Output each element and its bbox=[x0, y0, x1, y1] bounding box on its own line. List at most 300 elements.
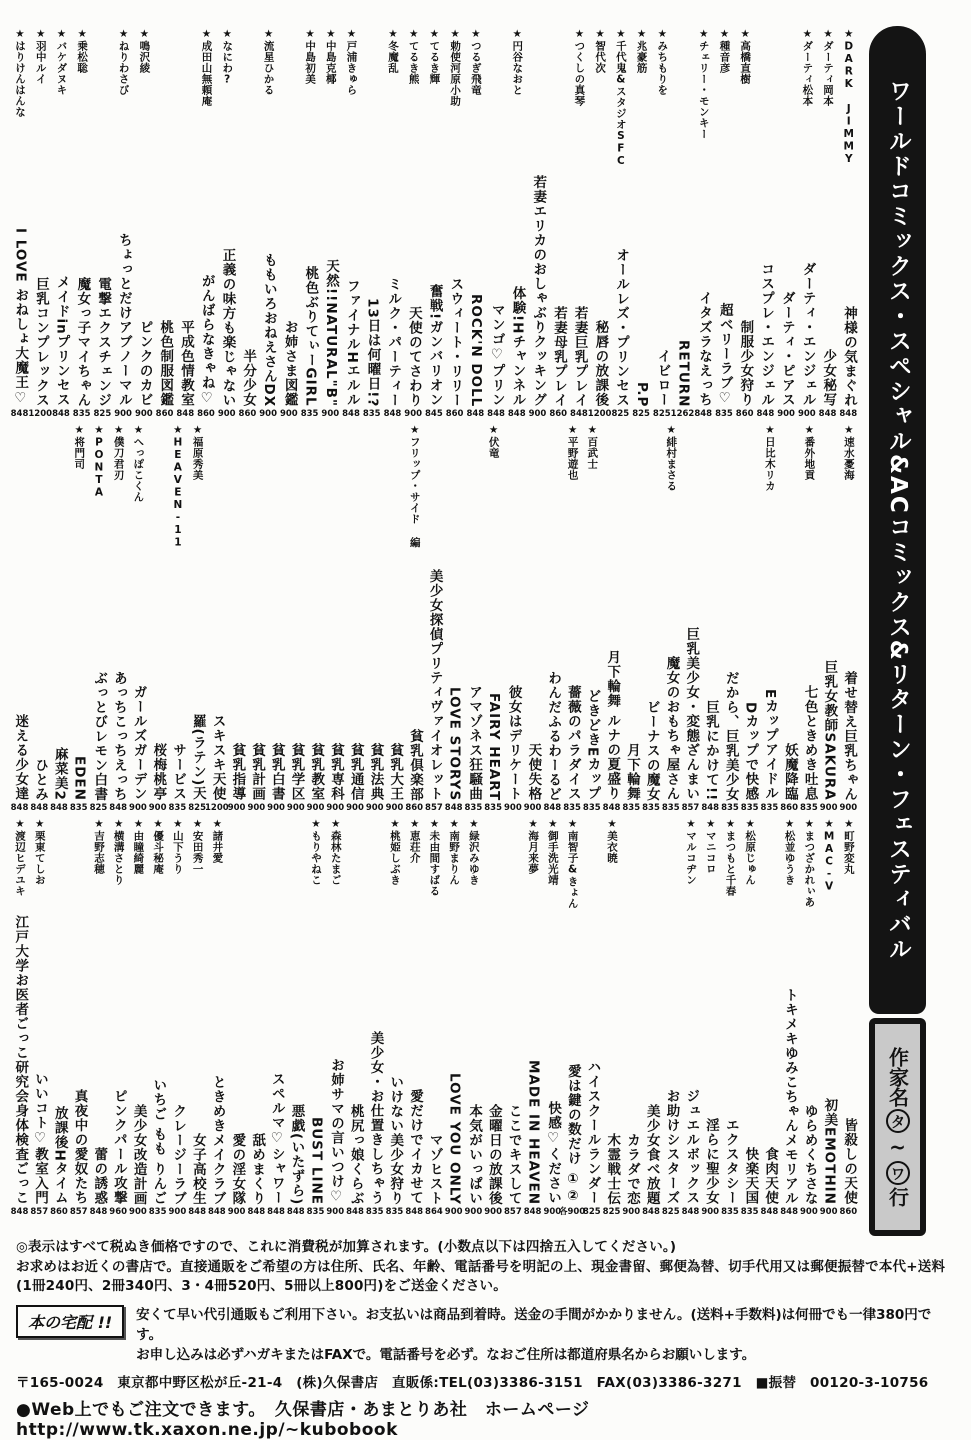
book-title: 薔薇のパラダイス bbox=[564, 685, 581, 801]
price-label: 848 bbox=[10, 409, 29, 419]
price-note-line: ◎表示はすべて税ぬき価格ですので、これに消費税が加算されます。(小数点以下は四捨五入してください。) bbox=[16, 1239, 677, 1255]
author-name: ★緑沢みゆき bbox=[467, 818, 480, 886]
price-label: 900 bbox=[365, 803, 384, 813]
book-title: 貧乳大王 bbox=[387, 743, 404, 801]
price-label: 825 bbox=[661, 1207, 680, 1217]
price-label: 848 bbox=[10, 1207, 29, 1217]
price-label: 900 bbox=[286, 803, 305, 813]
book-title: 木霊戦士伝 bbox=[604, 1132, 621, 1205]
catalog-column bbox=[247, 818, 266, 1218]
catalog-column bbox=[10, 28, 29, 420]
book-title: ももいろおねえさんDX bbox=[260, 252, 277, 407]
price-label: 900 bbox=[819, 1207, 838, 1217]
book-title: 桃色ぶりてぃーGIRL bbox=[302, 266, 319, 407]
book-title: 美少女探偵プリティヴァイオレット bbox=[426, 569, 443, 801]
catalog-column bbox=[365, 818, 384, 1218]
price-label: 900 bbox=[800, 1207, 818, 1217]
catalog-column bbox=[582, 424, 601, 814]
postage-note-line: (1冊240円、2冊340円、3・4冊520円、5冊以上800円)をご送金ください。 bbox=[16, 1278, 507, 1295]
price-label: 825 bbox=[652, 409, 671, 419]
footer-info bbox=[16, 1238, 956, 1440]
author-name: ★MAC-V bbox=[823, 818, 836, 893]
catalog-column bbox=[587, 28, 612, 420]
author-name: ★千代鬼&スタジオSFC bbox=[614, 28, 627, 168]
price-label: 1200 bbox=[205, 803, 229, 813]
price-label: 860 bbox=[780, 803, 799, 813]
price-label: 848 bbox=[405, 1207, 424, 1217]
author-name: ★兆豪筋 bbox=[635, 28, 648, 74]
book-title: 巨乳美少女・変態ざんまい bbox=[683, 627, 700, 801]
catalog-column bbox=[543, 818, 562, 1218]
catalog-column bbox=[188, 424, 207, 814]
price-label: 848 bbox=[487, 409, 505, 419]
book-title: 天然!!NATURAL"B" bbox=[323, 259, 340, 407]
book-title: 彼女はデリケート bbox=[505, 685, 522, 801]
book-title: ダーティ・エンジェル bbox=[799, 262, 816, 407]
catalog-column bbox=[10, 818, 29, 1218]
book-title: 正義の味方も楽じゃない bbox=[219, 247, 236, 407]
book-title: クレージーラブ bbox=[170, 1103, 187, 1205]
price-label: 835 bbox=[582, 803, 601, 813]
catalog-column bbox=[217, 28, 236, 420]
author-name: ★流星ひかる bbox=[262, 28, 275, 96]
catalog-column bbox=[365, 424, 384, 814]
author-name: ★てるき熊 bbox=[407, 28, 420, 85]
book-title: 秘唇の放課後 bbox=[592, 320, 609, 407]
book-title: ファイナルHエルル bbox=[343, 278, 360, 407]
author-name: ★速水憂海 bbox=[842, 424, 855, 481]
author-name: ★安田秀一 bbox=[191, 818, 204, 875]
price-label: 835 bbox=[622, 803, 641, 813]
author-name: ★はりけんはんな bbox=[14, 28, 26, 118]
catalog-column bbox=[30, 424, 49, 814]
book-title: EDEN bbox=[71, 756, 88, 801]
price-label: 900 bbox=[346, 803, 364, 813]
book-title: 真夜中の愛奴たち bbox=[71, 1089, 88, 1205]
catalog-column bbox=[279, 28, 298, 420]
book-title: 貧乳白書 bbox=[268, 743, 285, 801]
price-label: 860 bbox=[839, 1207, 858, 1217]
price-label: 835 bbox=[168, 803, 187, 813]
author-range-label bbox=[869, 1018, 926, 1236]
catalog-column bbox=[30, 818, 49, 1218]
author-name: ★フリップ・サイド 編 bbox=[408, 424, 421, 548]
author-range-inner bbox=[875, 1024, 920, 1230]
author-name: ★つるぎ飛竜 bbox=[469, 28, 482, 96]
book-title: 若妻巨乳プレイ bbox=[571, 305, 588, 407]
book-title: 制服少女狩り bbox=[737, 320, 754, 407]
price-label: 848 bbox=[89, 1207, 108, 1217]
catalog-column bbox=[128, 424, 147, 814]
price-label: 825 bbox=[188, 803, 206, 813]
price-label: 848 bbox=[444, 803, 463, 813]
catalog-column bbox=[558, 818, 586, 1218]
price-label: 900 bbox=[503, 803, 522, 813]
book-title: 淫らに聖少女 bbox=[702, 1118, 719, 1205]
price-label: 835 bbox=[365, 1207, 384, 1217]
book-title: 快感♡ください bbox=[545, 1101, 562, 1205]
price-label: 835 bbox=[721, 803, 739, 813]
author-name: ★桃姫しぶき bbox=[388, 818, 401, 886]
book-title: 桜梅桃亭 bbox=[150, 743, 167, 801]
book-title: いいコト♡教室入門 bbox=[31, 1072, 48, 1205]
book-title: I LOVE おねしょ大魔王♡ bbox=[12, 228, 29, 407]
catalog-column bbox=[484, 424, 503, 814]
price-label: 848 bbox=[346, 1207, 364, 1217]
delivery-badge: 本の宅配 !! bbox=[16, 1305, 124, 1338]
price-label: 825 bbox=[611, 409, 630, 419]
author-name: ★諸井愛 bbox=[211, 818, 224, 864]
author-name: ★百武士 bbox=[586, 424, 599, 470]
price-label: 860 bbox=[155, 409, 174, 419]
price-label: 835 bbox=[721, 1207, 739, 1217]
book-title: エクスタシー bbox=[722, 1118, 739, 1205]
price-label: 848 bbox=[207, 1207, 226, 1217]
price-label: 900 bbox=[227, 1207, 246, 1217]
catalog-column bbox=[148, 424, 167, 814]
catalog-column bbox=[780, 818, 799, 1218]
book-title: 皆殺しの天使 bbox=[841, 1118, 858, 1205]
book-title: ひとみ bbox=[31, 757, 48, 801]
catalog-column bbox=[362, 28, 381, 420]
book-title: 着せ替え巨乳ちゃん bbox=[841, 670, 858, 801]
book-title: MADE IN HEAVEN bbox=[525, 1059, 542, 1205]
book-title: コスプレ・エンジェル bbox=[758, 262, 775, 407]
catalog-column bbox=[385, 424, 404, 814]
author-name: ★円谷なおと bbox=[511, 28, 524, 96]
book-title: 体験!Hチャンネル bbox=[509, 286, 526, 407]
author-name: ★種音彦 bbox=[718, 28, 731, 74]
book-title: どきどきEカップ bbox=[584, 689, 601, 801]
delivery-line-2: お申し込みは必ずハガキまたはFAXで。電話番号を必ず。なおご住所は都道府県名からお願いします。 bbox=[136, 1347, 756, 1364]
book-title: イビロー bbox=[654, 349, 671, 407]
catalog-column bbox=[652, 28, 671, 420]
book-title: 女子高校生 bbox=[189, 1132, 206, 1205]
price-label: 857 bbox=[681, 803, 700, 813]
price-label: 900 bbox=[129, 803, 147, 813]
catalog-column bbox=[507, 28, 526, 420]
price-label: 848 bbox=[466, 409, 485, 419]
author-name: ★平野遊也 bbox=[566, 424, 579, 481]
author-name: ★御手洗光靖 bbox=[546, 818, 559, 886]
catalog-column bbox=[109, 424, 128, 814]
book-title: がんばらなきゃね♡ bbox=[198, 274, 215, 407]
book-title: わんだふるわーるど bbox=[545, 670, 562, 801]
book-title: 若妻エリカのおしゃぶりクッキング bbox=[530, 175, 547, 407]
author-name: ★チェリー・モンキー bbox=[697, 28, 710, 140]
author-name: ★マルコヂン bbox=[684, 818, 697, 886]
author-name: ★てるき輝 bbox=[428, 28, 441, 85]
catalog-column bbox=[69, 424, 88, 814]
catalog-column bbox=[735, 28, 754, 420]
author-name: ★未由間すばる bbox=[428, 818, 441, 897]
catalog-column bbox=[306, 818, 325, 1218]
catalog-column bbox=[701, 424, 720, 814]
author-name: ★バケダヌキ bbox=[55, 28, 68, 96]
book-title: アマゾネス狂騒曲 bbox=[466, 685, 483, 801]
price-label: 900 bbox=[279, 409, 298, 419]
price-label: 825 bbox=[582, 1207, 601, 1217]
book-title: 七色ときめき吐息 bbox=[801, 685, 818, 801]
book-title: ちょっとだけアブノーマル bbox=[115, 233, 132, 407]
catalog-column bbox=[602, 818, 621, 1218]
price-label: 900 bbox=[484, 1207, 502, 1217]
book-title: ビーナスの魔女 bbox=[643, 699, 660, 801]
price-label: 857 bbox=[69, 1207, 88, 1217]
catalog-column bbox=[238, 28, 257, 420]
catalog-column bbox=[523, 818, 542, 1218]
price-label: 835 bbox=[661, 803, 680, 813]
book-title: 舐めまくり bbox=[249, 1132, 266, 1205]
book-title: P.P bbox=[633, 381, 650, 407]
price-label: 848 bbox=[342, 409, 360, 419]
author-name: ★将門司 bbox=[73, 424, 86, 470]
price-label: 848 bbox=[267, 1207, 285, 1217]
catalog-column bbox=[839, 424, 858, 814]
price-label: 900 bbox=[777, 409, 795, 419]
catalog-column bbox=[176, 28, 195, 420]
series-title: ワールドコミックス・スペシャル&ACコミックス&リターン・フェスティバル bbox=[885, 78, 911, 962]
catalog-column bbox=[326, 818, 345, 1218]
book-title: お姉さま図鑑 bbox=[281, 320, 298, 407]
catalog-column bbox=[681, 818, 700, 1218]
book-title: 貧乳通信 bbox=[347, 743, 364, 801]
author-name: ★DARK JIMMY bbox=[842, 28, 855, 166]
price-label: 848 bbox=[570, 409, 588, 419]
price-label: 848 bbox=[642, 1207, 660, 1217]
catalog-column bbox=[661, 818, 680, 1218]
catalog-column bbox=[622, 424, 641, 814]
book-title: 放課後Hタイム bbox=[51, 1105, 68, 1205]
catalog-column bbox=[503, 424, 522, 814]
price-label: 848 bbox=[50, 803, 68, 813]
catalog-column bbox=[321, 28, 340, 420]
author-name: ★優斗秘庵 bbox=[152, 818, 165, 875]
book-title: 神様の気まぐれ bbox=[841, 305, 857, 407]
price-label: 900 bbox=[464, 1207, 483, 1217]
catalog-column bbox=[383, 28, 402, 420]
author-name: ★勅使河原小助 bbox=[449, 28, 462, 107]
book-title: 巨乳コンプレックス bbox=[32, 276, 49, 407]
author-name: ★福原秀美 bbox=[191, 424, 204, 481]
book-title: 愛だけでイカせて bbox=[406, 1089, 423, 1205]
catalog-column bbox=[740, 818, 759, 1218]
catalog-column bbox=[444, 424, 463, 814]
range-from-circle: タ bbox=[886, 1109, 910, 1133]
catalog-column bbox=[49, 818, 68, 1218]
catalog-column bbox=[622, 818, 641, 1218]
book-title: 初美EMOTHIN bbox=[821, 1098, 838, 1205]
price-label: 848 bbox=[602, 803, 621, 813]
price-label: 848 bbox=[694, 409, 713, 419]
author-name: ★恵荘介 bbox=[408, 818, 421, 864]
author-name: ★緋村まさる bbox=[665, 424, 678, 492]
catalog-column bbox=[466, 28, 485, 420]
price-label: 864 bbox=[425, 1207, 443, 1217]
author-name: ★みちもりを bbox=[656, 28, 669, 96]
book-title: 電撃エクスチェンジ bbox=[95, 276, 112, 407]
price-label: 848 bbox=[839, 409, 858, 419]
price-label: 835 bbox=[642, 803, 660, 813]
series-title-bar bbox=[869, 26, 926, 1014]
catalog-column bbox=[661, 424, 680, 814]
book-title: スペルマ♡シャワー bbox=[268, 1072, 285, 1205]
book-title: 魔女のおもちゃ屋さん bbox=[663, 656, 680, 801]
price-label: 900 bbox=[797, 409, 816, 419]
publisher-address-line: 〒165-0024 東京都中野区松が丘-21-4 (株)久保書店 直販係:TEL(03)3386-3151 FAX(03)3386-3271 ■振替 00120-3-10756 bbox=[16, 1375, 929, 1392]
delivery-text bbox=[136, 1305, 956, 1366]
catalog-band-2 bbox=[10, 424, 858, 814]
price-label: 848 bbox=[247, 1207, 266, 1217]
book-title: 桃色制服図鑑 bbox=[157, 320, 174, 407]
author-name: ★南野まりん bbox=[448, 818, 461, 886]
price-label: 848 bbox=[10, 803, 29, 813]
book-title: LOVE YOU ONLY bbox=[446, 1072, 463, 1205]
catalog-column bbox=[681, 424, 700, 814]
book-title: 貧乳学区 bbox=[288, 743, 305, 801]
price-label: 860 bbox=[197, 409, 215, 419]
book-title: 金曜日の放課後 bbox=[485, 1103, 502, 1205]
catalog-column bbox=[89, 424, 108, 814]
price-label: 900 bbox=[129, 1207, 147, 1217]
catalog-column bbox=[694, 28, 713, 420]
price-label: 900 bbox=[217, 409, 236, 419]
book-title: ガールズガーデン bbox=[130, 685, 147, 801]
catalog-column bbox=[286, 424, 305, 814]
price-label: 900 bbox=[528, 409, 547, 419]
author-range-suffix: 行 bbox=[885, 1187, 910, 1207]
catalog-column bbox=[819, 424, 838, 814]
book-title: 天使失格 bbox=[525, 743, 542, 801]
book-title: 13日は何曜日!? bbox=[364, 297, 381, 407]
catalog-column bbox=[484, 818, 503, 1218]
catalog-column bbox=[168, 424, 187, 814]
author-name: ★へっぽこくん bbox=[132, 424, 145, 503]
book-title: マンゴ♡プリン bbox=[488, 303, 505, 407]
catalog-column bbox=[49, 424, 68, 814]
price-label: 848 bbox=[176, 409, 195, 419]
catalog-column bbox=[720, 424, 739, 814]
book-title: ここでキスして bbox=[505, 1103, 522, 1205]
author-name: ★僕刀君刃 bbox=[112, 424, 125, 481]
book-title: RETURN bbox=[675, 339, 692, 407]
catalog-column bbox=[259, 28, 278, 420]
price-label: 848 bbox=[507, 409, 526, 419]
price-label: 835 bbox=[69, 803, 88, 813]
author-name: ★戸浦きゅら bbox=[345, 28, 358, 96]
author-name: ★HEAVEN-11 bbox=[171, 424, 184, 549]
catalog-column bbox=[404, 28, 423, 420]
price-label: 848 bbox=[383, 409, 402, 419]
book-title: BUST LINE bbox=[308, 1116, 325, 1205]
book-title: スキスキ天使 bbox=[209, 714, 226, 801]
author-name: ★羽中ルイ bbox=[34, 28, 47, 85]
price-label: 848 bbox=[818, 409, 837, 419]
price-label: 900 bbox=[701, 1207, 720, 1217]
author-name: ★横溝さとり bbox=[112, 818, 125, 886]
price-label: 860 bbox=[405, 803, 424, 813]
price-label: 825 bbox=[602, 1207, 621, 1217]
catalog-column bbox=[445, 28, 464, 420]
price-label: 900 bbox=[134, 409, 153, 419]
book-title: だから、巨乳美少女 bbox=[722, 670, 739, 801]
price-label: 860 bbox=[549, 409, 568, 419]
catalog-column bbox=[839, 28, 858, 420]
catalog-column bbox=[405, 424, 424, 814]
price-label: 825 bbox=[632, 409, 650, 419]
price-label: 900 bbox=[148, 803, 167, 813]
catalog-column bbox=[611, 28, 630, 420]
book-title: 美少女・お仕置きしちゃう bbox=[367, 1031, 384, 1205]
catalog-column bbox=[720, 818, 739, 1218]
price-label: 900 bbox=[267, 803, 285, 813]
catalog-column bbox=[345, 818, 364, 1218]
price-label: 900 bbox=[326, 803, 345, 813]
book-title: 貧乳倶楽部 bbox=[406, 728, 423, 801]
book-title: 桃尻っ娘くらぶ bbox=[347, 1103, 364, 1205]
price-label: 848 bbox=[543, 803, 562, 813]
book-title: 本気がいっぱい bbox=[466, 1103, 483, 1205]
price-label: 835 bbox=[385, 1207, 404, 1217]
price-label: 860 bbox=[445, 409, 464, 419]
book-title: いちご もも りんご bbox=[150, 1077, 167, 1205]
catalog-column bbox=[632, 28, 651, 420]
author-name: ★松原じゅん bbox=[744, 818, 757, 886]
author-name: ★美衣暁 bbox=[606, 818, 619, 864]
author-name: ★ねりわさび bbox=[117, 28, 130, 96]
catalog-column bbox=[267, 424, 286, 814]
author-name: ★由瞳綺麗 bbox=[132, 818, 145, 875]
price-label: 860 bbox=[238, 409, 257, 419]
catalog-column bbox=[114, 28, 133, 420]
book-title: ぶっとびレモン白書 bbox=[91, 670, 108, 801]
catalog-column bbox=[345, 424, 364, 814]
catalog-column bbox=[799, 818, 818, 1218]
price-label: 835 bbox=[362, 409, 381, 419]
price-label: 835 bbox=[72, 409, 91, 419]
price-label: 835 bbox=[300, 409, 319, 419]
book-title: 羅(ラテン)天 bbox=[189, 714, 206, 801]
catalog-column bbox=[602, 424, 621, 814]
book-title: Eカップアイドル bbox=[762, 689, 779, 801]
catalog-column bbox=[128, 818, 147, 1218]
catalog-column bbox=[740, 424, 759, 814]
price-label: 848 bbox=[188, 1207, 206, 1217]
price-label: 835 bbox=[715, 409, 733, 419]
book-title: 麻菜美2 bbox=[51, 747, 68, 801]
book-title: ダーティ・ピアス bbox=[778, 291, 795, 407]
price-label: 900 bbox=[321, 409, 340, 419]
price-label: 900 bbox=[622, 1207, 641, 1217]
author-name: ★中島克椰 bbox=[324, 28, 337, 85]
catalog-column bbox=[424, 818, 443, 1218]
book-title: FAIRY HEART bbox=[485, 692, 502, 801]
catalog-column bbox=[464, 818, 483, 1218]
book-title: 貧乳専科 bbox=[328, 743, 344, 801]
catalog-column bbox=[385, 818, 404, 1218]
price-label: 835 bbox=[484, 803, 502, 813]
catalog-column bbox=[642, 818, 661, 1218]
range-to-circle: ワ bbox=[886, 1161, 910, 1185]
delivery-line-1: 安くて早い代引通販もご利用下さい。お支払いは商品到着時。送金の手間がかかりません。(送料+手数料)は何冊でも一律380円です。 bbox=[136, 1306, 932, 1343]
catalog-column bbox=[799, 424, 818, 814]
delivery-row bbox=[16, 1305, 956, 1366]
book-title: お姉サマの言いつけ♡ bbox=[328, 1057, 344, 1205]
price-label: 848 bbox=[286, 1207, 305, 1217]
book-title: メイドinプリンセス bbox=[53, 274, 70, 407]
author-name: ★栗東てしお bbox=[33, 818, 46, 886]
price-label: 835 bbox=[464, 803, 483, 813]
